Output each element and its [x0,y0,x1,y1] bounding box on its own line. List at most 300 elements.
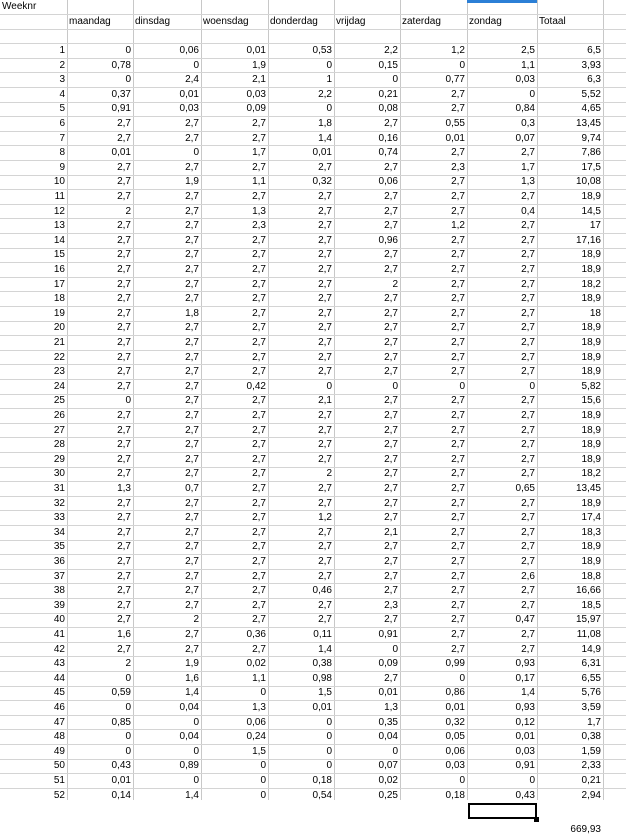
day-value-cell[interactable]: 2,7 [318,352,332,363]
day-value-cell[interactable]: 0,02 [378,775,398,786]
day-value-cell[interactable]: 2,7 [451,395,465,406]
day-value-cell[interactable]: 0 [125,673,131,684]
total-cell[interactable]: 2,94 [581,790,601,801]
day-value-cell[interactable]: 2,7 [117,614,131,625]
day-value-cell[interactable]: 2,1 [384,527,398,538]
day-value-cell[interactable]: 2,7 [451,600,465,611]
day-value-cell[interactable]: 2,7 [117,381,131,392]
day-value-cell[interactable]: 0 [193,717,199,728]
day-value-cell[interactable]: 2,7 [521,454,535,465]
day-value-cell[interactable]: 0 [326,103,332,114]
day-value-cell[interactable]: 0 [392,74,398,85]
week-number-cell[interactable]: 41 [53,629,65,640]
day-value-cell[interactable]: 0,03 [515,74,535,85]
day-value-cell[interactable]: 2,7 [384,556,398,567]
day-value-cell[interactable]: 2,7 [384,512,398,523]
total-cell[interactable]: 18,3 [581,527,601,538]
day-value-cell[interactable]: 2,7 [318,556,332,567]
day-value-cell[interactable]: 0,91 [378,629,398,640]
week-number-cell[interactable]: 14 [53,235,65,246]
day-value-cell[interactable]: 2,7 [451,629,465,640]
week-number-cell[interactable]: 48 [53,731,65,742]
day-value-cell[interactable]: 2,7 [384,585,398,596]
day-value-cell[interactable]: 1,3 [521,176,535,187]
day-value-cell[interactable]: 2,7 [451,541,465,552]
day-value-cell[interactable]: 0,01 [179,89,199,100]
total-cell[interactable]: 5,82 [581,381,601,392]
total-cell[interactable]: 13,45 [575,483,601,494]
day-value-cell[interactable]: 2,7 [318,527,332,538]
total-cell[interactable]: 18,9 [581,498,601,509]
day-value-cell[interactable]: 2,7 [318,498,332,509]
day-value-cell[interactable]: 2,7 [451,468,465,479]
selected-cell[interactable] [468,803,537,819]
week-number-cell[interactable]: 3 [59,74,65,85]
day-value-cell[interactable]: 2,1 [318,395,332,406]
day-value-cell[interactable]: 2,7 [318,279,332,290]
day-value-cell[interactable]: 2,7 [318,191,332,202]
day-value-cell[interactable]: 2,7 [521,293,535,304]
day-value-cell[interactable]: 2,7 [521,527,535,538]
column-header-donderdag[interactable]: donderdag [270,16,318,27]
day-value-cell[interactable]: 0,59 [111,687,131,698]
day-value-cell[interactable]: 0,3 [521,118,535,129]
day-value-cell[interactable]: 2,7 [117,176,131,187]
day-value-cell[interactable]: 2,7 [117,541,131,552]
day-value-cell[interactable]: 2,7 [318,366,332,377]
day-value-cell[interactable]: 2,7 [252,468,266,479]
day-value-cell[interactable]: 2,7 [185,410,199,421]
day-value-cell[interactable]: 2,7 [384,571,398,582]
day-value-cell[interactable]: 0,03 [246,89,266,100]
day-value-cell[interactable]: 2,2 [318,89,332,100]
day-value-cell[interactable]: 2,7 [117,293,131,304]
day-value-cell[interactable]: 2,7 [318,410,332,421]
day-value-cell[interactable]: 2,7 [521,147,535,158]
day-value-cell[interactable]: 2,7 [521,264,535,275]
day-value-cell[interactable]: 2,7 [451,206,465,217]
total-cell[interactable]: 18,9 [581,454,601,465]
week-number-cell[interactable]: 19 [53,308,65,319]
day-value-cell[interactable]: 2,7 [451,556,465,567]
day-value-cell[interactable]: 2,7 [451,585,465,596]
day-value-cell[interactable]: 2,7 [117,439,131,450]
day-value-cell[interactable]: 2,7 [185,600,199,611]
total-cell[interactable]: 18,9 [581,264,601,275]
total-cell[interactable]: 14,9 [581,644,601,655]
day-value-cell[interactable]: 2,7 [252,498,266,509]
day-value-cell[interactable]: 2,7 [451,410,465,421]
day-value-cell[interactable]: 0 [326,60,332,71]
day-value-cell[interactable]: 0,65 [515,483,535,494]
day-value-cell[interactable]: 0,04 [179,731,199,742]
day-value-cell[interactable]: 0 [125,45,131,56]
week-number-cell[interactable]: 16 [53,264,65,275]
day-value-cell[interactable]: 2 [125,658,131,669]
day-value-cell[interactable]: 2,7 [252,191,266,202]
week-number-cell[interactable]: 23 [53,366,65,377]
day-value-cell[interactable]: 1,4 [318,133,332,144]
day-value-cell[interactable]: 2,7 [521,352,535,363]
day-value-cell[interactable]: 2,7 [117,133,131,144]
day-value-cell[interactable]: 2,7 [451,89,465,100]
total-cell[interactable]: 18,9 [581,556,601,567]
week-number-cell[interactable]: 11 [54,191,65,202]
day-value-cell[interactable]: 2,7 [384,322,398,333]
day-value-cell[interactable]: 0,78 [111,60,131,71]
day-value-cell[interactable]: 2,7 [521,629,535,640]
week-number-cell[interactable]: 35 [53,541,65,552]
day-value-cell[interactable]: 1,3 [384,702,398,713]
week-number-cell[interactable]: 29 [53,454,65,465]
day-value-cell[interactable]: 0,05 [445,731,465,742]
day-value-cell[interactable]: 2,7 [451,498,465,509]
day-value-cell[interactable]: 2,7 [117,585,131,596]
day-value-cell[interactable]: 0,53 [312,45,332,56]
day-value-cell[interactable]: 2,7 [185,498,199,509]
day-value-cell[interactable]: 0,35 [378,717,398,728]
total-cell[interactable]: 1,7 [587,717,601,728]
day-value-cell[interactable]: 0,17 [515,673,535,684]
day-value-cell[interactable]: 1,4 [521,687,535,698]
day-value-cell[interactable]: 2,7 [185,279,199,290]
week-number-cell[interactable]: 12 [53,206,65,217]
day-value-cell[interactable]: 2,7 [451,147,465,158]
day-value-cell[interactable]: 0,01 [312,147,332,158]
day-value-cell[interactable]: 0 [193,775,199,786]
total-cell[interactable]: 3,59 [581,702,601,713]
day-value-cell[interactable]: 2,7 [185,162,199,173]
day-value-cell[interactable]: 1,6 [185,673,199,684]
day-value-cell[interactable]: 1,3 [252,702,266,713]
day-value-cell[interactable]: 2 [193,614,199,625]
day-value-cell[interactable]: 2,7 [185,264,199,275]
day-value-cell[interactable]: 2,7 [384,439,398,450]
total-cell[interactable]: 18 [589,308,601,319]
day-value-cell[interactable]: 0,91 [111,103,131,114]
day-value-cell[interactable]: 0,93 [515,702,535,713]
day-value-cell[interactable]: 2,7 [451,483,465,494]
week-number-cell[interactable]: 18 [53,293,65,304]
week-number-cell[interactable]: 34 [53,527,65,538]
total-cell[interactable]: 17,5 [581,162,601,173]
day-value-cell[interactable]: 0,03 [515,746,535,757]
total-cell[interactable]: 18,8 [581,571,601,582]
day-value-cell[interactable]: 2,7 [252,571,266,582]
day-value-cell[interactable]: 2,7 [252,614,266,625]
total-cell[interactable]: 17 [589,220,601,231]
day-value-cell[interactable]: 2,7 [521,249,535,260]
day-value-cell[interactable]: 2,7 [451,614,465,625]
day-value-cell[interactable]: 2,7 [384,425,398,436]
day-value-cell[interactable]: 2,3 [252,220,266,231]
total-cell[interactable]: 6,5 [587,45,601,56]
day-value-cell[interactable]: 2,7 [318,483,332,494]
day-value-cell[interactable]: 0,36 [246,629,266,640]
week-number-cell[interactable]: 49 [53,746,65,757]
total-cell[interactable]: 5,76 [581,687,601,698]
day-value-cell[interactable]: 0 [125,74,131,85]
day-value-cell[interactable]: 0,04 [179,702,199,713]
total-cell[interactable]: 18,9 [581,293,601,304]
week-number-cell[interactable]: 9 [59,162,65,173]
day-value-cell[interactable]: 0,43 [515,790,535,801]
day-value-cell[interactable]: 0,06 [445,746,465,757]
column-header-dinsdag[interactable]: dinsdag [135,16,171,27]
day-value-cell[interactable]: 0,01 [246,45,266,56]
day-value-cell[interactable]: 2,7 [451,439,465,450]
day-value-cell[interactable]: 0 [326,746,332,757]
day-value-cell[interactable]: 2,7 [384,220,398,231]
day-value-cell[interactable]: 2,7 [117,191,131,202]
day-value-cell[interactable]: 2,7 [318,614,332,625]
day-value-cell[interactable]: 0 [326,760,332,771]
week-number-cell[interactable]: 43 [53,658,65,669]
day-value-cell[interactable]: 0 [529,775,535,786]
day-value-cell[interactable]: 0 [125,395,131,406]
total-cell[interactable]: 2,33 [581,760,601,771]
total-cell[interactable]: 18,2 [581,279,601,290]
day-value-cell[interactable]: 1,6 [117,629,131,640]
day-value-cell[interactable]: 1,4 [185,687,199,698]
day-value-cell[interactable]: 0,01 [445,133,465,144]
day-value-cell[interactable]: 2,7 [521,279,535,290]
total-cell[interactable]: 18,9 [581,439,601,450]
day-value-cell[interactable]: 2,7 [185,571,199,582]
day-value-cell[interactable]: 2,7 [117,352,131,363]
day-value-cell[interactable]: 2,7 [117,322,131,333]
day-value-cell[interactable]: 0,16 [378,133,398,144]
day-value-cell[interactable]: 2,7 [252,352,266,363]
day-value-cell[interactable]: 2,7 [451,103,465,114]
day-value-cell[interactable]: 2,7 [252,600,266,611]
day-value-cell[interactable]: 2,7 [384,454,398,465]
day-value-cell[interactable]: 2,7 [117,556,131,567]
day-value-cell[interactable]: 2,7 [185,293,199,304]
total-cell[interactable]: 18,9 [581,366,601,377]
week-number-cell[interactable]: 26 [53,410,65,421]
day-value-cell[interactable]: 2,7 [318,439,332,450]
total-cell[interactable]: 16,66 [575,585,601,596]
day-value-cell[interactable]: 0,89 [179,760,199,771]
day-value-cell[interactable]: 0 [260,760,266,771]
day-value-cell[interactable]: 2,7 [451,249,465,260]
day-value-cell[interactable]: 1,8 [185,308,199,319]
day-value-cell[interactable]: 0,01 [312,702,332,713]
day-value-cell[interactable]: 2,7 [117,454,131,465]
week-number-cell[interactable]: 24 [53,381,65,392]
day-value-cell[interactable]: 0,74 [378,147,398,158]
day-value-cell[interactable]: 0,42 [246,381,266,392]
day-value-cell[interactable]: 2,7 [318,293,332,304]
total-cell[interactable]: 18,2 [581,468,601,479]
total-cell[interactable]: 18,9 [581,425,601,436]
day-value-cell[interactable]: 0,98 [312,673,332,684]
day-value-cell[interactable]: 1,5 [318,687,332,698]
day-value-cell[interactable]: 0 [125,731,131,742]
day-value-cell[interactable]: 0,08 [378,103,398,114]
day-value-cell[interactable]: 2,7 [117,512,131,523]
day-value-cell[interactable]: 2,7 [252,308,266,319]
day-value-cell[interactable]: 2,7 [117,118,131,129]
day-value-cell[interactable]: 0,96 [378,235,398,246]
day-value-cell[interactable]: 0 [125,746,131,757]
day-value-cell[interactable]: 0,24 [246,731,266,742]
day-value-cell[interactable]: 2,7 [384,410,398,421]
day-value-cell[interactable]: 0 [193,746,199,757]
day-value-cell[interactable]: 0,32 [312,176,332,187]
day-value-cell[interactable]: 0,4 [521,206,535,217]
day-value-cell[interactable]: 2,7 [384,264,398,275]
total-cell[interactable]: 3,93 [581,60,601,71]
day-value-cell[interactable]: 2,7 [185,206,199,217]
day-value-cell[interactable]: 2,7 [318,308,332,319]
day-value-cell[interactable]: 2,7 [185,395,199,406]
week-number-cell[interactable]: 8 [59,147,65,158]
day-value-cell[interactable]: 2,7 [521,468,535,479]
day-value-cell[interactable]: 0 [392,644,398,655]
day-value-cell[interactable]: 2,7 [185,322,199,333]
day-value-cell[interactable]: 0,85 [111,717,131,728]
day-value-cell[interactable]: 0,93 [515,658,535,669]
day-value-cell[interactable]: 2,7 [451,293,465,304]
total-cell[interactable]: 10,08 [575,176,601,187]
day-value-cell[interactable]: 0,09 [246,103,266,114]
day-value-cell[interactable]: 2,7 [521,191,535,202]
day-value-cell[interactable]: 2,7 [521,308,535,319]
day-value-cell[interactable]: 2,7 [521,585,535,596]
day-value-cell[interactable]: 2,7 [451,644,465,655]
day-value-cell[interactable]: 0,47 [515,614,535,625]
total-cell[interactable]: 15,6 [581,395,601,406]
day-value-cell[interactable]: 0 [193,60,199,71]
day-value-cell[interactable]: 2,7 [451,352,465,363]
day-value-cell[interactable]: 2,7 [451,571,465,582]
day-value-cell[interactable]: 2,7 [521,410,535,421]
day-value-cell[interactable]: 2,7 [252,395,266,406]
total-cell[interactable]: 0,38 [581,731,601,742]
day-value-cell[interactable]: 2,7 [252,425,266,436]
day-value-cell[interactable]: 0,21 [378,89,398,100]
day-value-cell[interactable]: 0,18 [445,790,465,801]
day-value-cell[interactable]: 2,7 [521,541,535,552]
total-cell[interactable]: 17,4 [581,512,601,523]
day-value-cell[interactable]: 2,7 [318,162,332,173]
day-value-cell[interactable]: 2,7 [252,249,266,260]
day-value-cell[interactable]: 2,7 [318,454,332,465]
fill-handle[interactable] [534,817,539,822]
day-value-cell[interactable]: 2,7 [185,556,199,567]
total-cell[interactable]: 18,9 [581,322,601,333]
day-value-cell[interactable]: 2,7 [117,425,131,436]
day-value-cell[interactable]: 2,7 [185,527,199,538]
total-cell[interactable]: 18,9 [581,352,601,363]
day-value-cell[interactable]: 2 [326,468,332,479]
total-cell[interactable]: 0,21 [581,775,601,786]
week-number-cell[interactable]: 47 [53,717,65,728]
day-value-cell[interactable]: 1,1 [521,60,535,71]
day-value-cell[interactable]: 2,7 [117,337,131,348]
day-value-cell[interactable]: 2,5 [521,45,535,56]
day-value-cell[interactable]: 2,7 [451,337,465,348]
day-value-cell[interactable]: 2,7 [318,425,332,436]
total-cell[interactable]: 7,86 [581,147,601,158]
day-value-cell[interactable]: 0,04 [378,731,398,742]
day-value-cell[interactable]: 2,7 [521,235,535,246]
day-value-cell[interactable]: 2,7 [117,468,131,479]
day-value-cell[interactable]: 2,7 [117,527,131,538]
day-value-cell[interactable]: 2,7 [185,366,199,377]
week-number-cell[interactable]: 22 [53,352,65,363]
total-cell[interactable]: 1,59 [581,746,601,757]
day-value-cell[interactable]: 2,7 [252,279,266,290]
day-value-cell[interactable]: 0 [260,687,266,698]
day-value-cell[interactable]: 2,7 [252,556,266,567]
day-value-cell[interactable]: 2,7 [318,322,332,333]
day-value-cell[interactable]: 2,7 [521,220,535,231]
day-value-cell[interactable]: 2,7 [384,673,398,684]
day-value-cell[interactable]: 2,7 [318,600,332,611]
week-number-cell[interactable]: 36 [53,556,65,567]
day-value-cell[interactable]: 0,84 [515,103,535,114]
day-value-cell[interactable]: 2,7 [252,410,266,421]
total-cell[interactable]: 4,65 [581,103,601,114]
day-value-cell[interactable]: 2 [125,206,131,217]
week-number-cell[interactable]: 1 [59,45,65,56]
column-header-maandag[interactable]: maandag [69,16,111,27]
day-value-cell[interactable]: 2,7 [451,279,465,290]
day-value-cell[interactable]: 2,7 [384,352,398,363]
day-value-cell[interactable]: 0 [459,381,465,392]
day-value-cell[interactable]: 2,7 [252,541,266,552]
total-cell[interactable]: 15,97 [575,614,601,625]
day-value-cell[interactable]: 0,06 [179,45,199,56]
day-value-cell[interactable]: 2,7 [185,644,199,655]
day-value-cell[interactable]: 0,06 [246,717,266,728]
day-value-cell[interactable]: 2,7 [185,439,199,450]
day-value-cell[interactable]: 0 [459,673,465,684]
day-value-cell[interactable]: 2,6 [521,571,535,582]
day-value-cell[interactable]: 2,7 [451,191,465,202]
day-value-cell[interactable]: 2,7 [185,381,199,392]
total-cell[interactable]: 11,08 [576,629,601,640]
day-value-cell[interactable]: 1,4 [318,644,332,655]
week-number-cell[interactable]: 32 [53,498,65,509]
day-value-cell[interactable]: 1,1 [252,176,266,187]
total-cell[interactable]: 18,9 [581,410,601,421]
title-cell[interactable]: Weeknr [2,1,37,12]
day-value-cell[interactable]: 2,7 [451,454,465,465]
day-value-cell[interactable]: 0,18 [312,775,332,786]
day-value-cell[interactable]: 2,7 [185,337,199,348]
day-value-cell[interactable]: 2,7 [384,191,398,202]
total-cell[interactable]: 18,5 [581,600,601,611]
day-value-cell[interactable]: 2,7 [117,498,131,509]
day-value-cell[interactable]: 0,11 [313,629,332,640]
day-value-cell[interactable]: 2,7 [451,425,465,436]
day-value-cell[interactable]: 2,7 [117,571,131,582]
day-value-cell[interactable]: 2,7 [185,249,199,260]
week-number-cell[interactable]: 42 [53,644,65,655]
day-value-cell[interactable]: 2,7 [318,337,332,348]
day-value-cell[interactable]: 2,7 [185,629,199,640]
week-number-cell[interactable]: 30 [53,468,65,479]
day-value-cell[interactable]: 2,7 [451,366,465,377]
week-number-cell[interactable]: 33 [53,512,65,523]
day-value-cell[interactable]: 2,7 [185,541,199,552]
day-value-cell[interactable]: 2,7 [318,249,332,260]
day-value-cell[interactable]: 2,7 [451,176,465,187]
